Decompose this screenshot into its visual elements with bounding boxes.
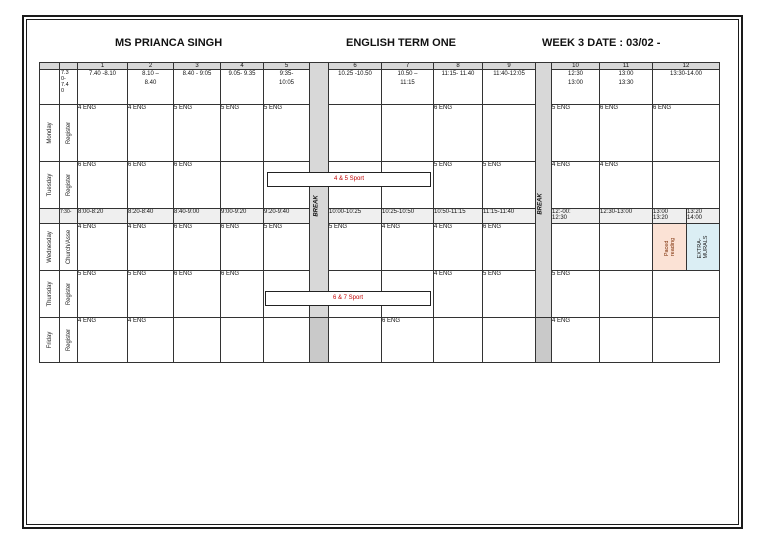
time-row: [40, 70, 720, 105]
period-number: 8: [434, 63, 483, 70]
lesson-cell: 4 ENG: [128, 318, 174, 363]
time-cell: 10:25-10:50: [382, 209, 434, 224]
lesson-cell: 5 ENG: [552, 271, 600, 318]
period-number: 1: [78, 63, 128, 70]
lesson-cell: 6 ENG: [434, 105, 483, 162]
extra-murals-label: EXTRA- MURALS: [697, 235, 709, 259]
time-cell: 11:40-12:05: [483, 70, 536, 105]
thursday-sport-banner: 6 & 7 Sport: [265, 291, 431, 306]
time-cell: 9:00-9:20: [221, 209, 264, 224]
lesson-cell: [653, 162, 720, 209]
lesson-cell: [264, 318, 310, 363]
lesson-cell: 4 ENG: [552, 318, 600, 363]
period-number: 6: [329, 63, 382, 70]
lesson-cell: 6 ENG: [128, 162, 174, 209]
lesson-cell: 5 ENG: [434, 162, 483, 209]
lesson-cell: 4 ENG: [600, 162, 653, 209]
time-cell: 9.05- 9.35: [221, 70, 264, 105]
lesson-cell: 6 ENG: [221, 271, 264, 318]
lesson-cell: 6 ENG: [382, 318, 434, 363]
lesson-cell: 4 ENG: [552, 162, 600, 209]
paced-reading-label: Paced reading: [663, 237, 676, 257]
time-cell: 13:00 13:30: [600, 70, 653, 105]
period-number: 2: [128, 63, 174, 70]
week-date: WEEK 3 DATE : 03/02 -: [542, 37, 661, 49]
lesson-cell: 5 ENG: [128, 271, 174, 318]
time-cell: 8:00-8:20: [78, 209, 128, 224]
lesson-cell: 4 ENG: [78, 224, 128, 271]
time-cell: 10.25 -10.50: [329, 70, 382, 105]
time-cell: 11:15- 11.40: [434, 70, 483, 105]
subject-title: ENGLISH TERM ONE: [346, 37, 457, 49]
time-cell: 10:50-11:15: [434, 209, 483, 224]
lesson-cell: 6 ENG: [600, 105, 653, 162]
day-label: Tuesday: [46, 173, 53, 197]
lesson-cell: 4 ENG: [382, 224, 434, 271]
register-label: Register: [65, 121, 72, 145]
time-cell: 12:30-13:00: [600, 209, 653, 224]
time-cell: 8:20-8:40: [128, 209, 174, 224]
lesson-cell: 5 ENG: [483, 162, 536, 209]
wednesday-row: [40, 224, 720, 271]
paced-reading-cell: [653, 224, 687, 271]
period-number: 7: [382, 63, 434, 70]
day-label: Thursday: [46, 281, 53, 307]
lesson-cell: 6 ENG: [174, 224, 221, 271]
time-cell: 8.10 – 8.40: [128, 70, 174, 105]
lesson-cell: 4 ENG: [78, 105, 128, 162]
day-label: Friday: [46, 331, 53, 349]
lesson-cell: 4 ENG: [128, 224, 174, 271]
lesson-cell: 5 ENG: [174, 105, 221, 162]
lesson-cell: [221, 162, 264, 209]
period-number: 4: [221, 63, 264, 70]
period-number: 11: [600, 63, 653, 70]
lesson-cell: 5 ENG: [264, 105, 310, 162]
time-cell: 9:35- 10:05: [264, 70, 310, 105]
lesson-cell: [221, 318, 264, 363]
lesson-cell: 4 ENG: [78, 318, 128, 363]
period-number: 5: [264, 63, 310, 70]
lesson-cell: [600, 318, 653, 363]
time-cell: 13:00 13:20: [653, 209, 687, 224]
lesson-cell: 5 ENG: [329, 224, 382, 271]
lesson-cell: [174, 318, 221, 363]
lesson-cell: [600, 224, 653, 271]
lesson-cell: [653, 271, 720, 318]
time-cell: 11:15-11:40: [483, 209, 536, 224]
timetable: [39, 62, 720, 363]
lesson-cell: 4 ENG: [128, 105, 174, 162]
lesson-cell: [382, 105, 434, 162]
lesson-cell: 6 ENG: [221, 224, 264, 271]
wednesday-time-row: [40, 209, 720, 224]
lesson-cell: 5 ENG: [221, 105, 264, 162]
register-label: Register: [65, 282, 72, 306]
register-label: Register: [65, 328, 72, 352]
day-label: Wednesday: [46, 231, 53, 263]
period-number: 12: [653, 63, 720, 70]
lesson-cell: 5 ENG: [483, 271, 536, 318]
lesson-cell: 5 ENG: [264, 224, 310, 271]
time-first: 7:30-: [60, 209, 78, 224]
lesson-cell: 6 ENG: [174, 162, 221, 209]
time-cell: 8.40 - 9:05: [174, 70, 221, 105]
lesson-cell: 4 ENG: [434, 224, 483, 271]
lesson-cell: [483, 105, 536, 162]
time-cell: 9:20-9:40: [264, 209, 310, 224]
lesson-cell: 4 ENG: [434, 271, 483, 318]
lesson-cell: 6 ENG: [174, 271, 221, 318]
break-column-2: [536, 63, 552, 318]
time-cell: 13:20 14:00: [687, 209, 720, 224]
time-cell: 10:00-10:25: [329, 209, 382, 224]
time-first: 7.3 0- 7.4 0: [60, 70, 78, 105]
day-label: Monday: [46, 122, 53, 144]
break-column-1: [310, 63, 329, 318]
period-number-row: [40, 63, 720, 70]
break-column-1: [310, 318, 329, 363]
teacher-name: MS PRIANCA SINGH: [115, 37, 223, 49]
time-cell: 10.50 – 11:15: [382, 70, 434, 105]
lesson-cell: [552, 224, 600, 271]
lesson-cell: 6 ENG: [78, 162, 128, 209]
period-number: 3: [174, 63, 221, 70]
lesson-cell: [600, 271, 653, 318]
assembly-label: Church/Asse: [65, 229, 72, 265]
break-label: BREAK: [537, 193, 544, 215]
lesson-cell: [329, 105, 382, 162]
break-label: BREAK: [313, 195, 320, 217]
lesson-cell: [329, 318, 382, 363]
lesson-cell: 5 ENG: [78, 271, 128, 318]
period-number: 10: [552, 63, 600, 70]
lesson-cell: 6 ENG: [653, 105, 720, 162]
time-cell: 12:30 13:00: [552, 70, 600, 105]
monday-row: [40, 105, 720, 162]
friday-row: [40, 318, 720, 363]
lesson-cell: [483, 318, 536, 363]
time-cell: 13:30-14.00: [653, 70, 720, 105]
time-cell: 8:40-9:00: [174, 209, 221, 224]
tuesday-sport-banner: 4 & 5 Sport: [267, 172, 431, 187]
period-number: 9: [483, 63, 536, 70]
lesson-cell: [434, 318, 483, 363]
lesson-cell: [653, 318, 720, 363]
register-label: Register: [65, 173, 72, 197]
time-cell: 12:-00: 12:30: [552, 209, 600, 224]
break-column-2: [536, 318, 552, 363]
lesson-cell: 5 ENG: [552, 105, 600, 162]
time-cell: 7.40 -8.10: [78, 70, 128, 105]
extra-murals-cell: [687, 224, 720, 271]
lesson-cell: 6 ENG: [483, 224, 536, 271]
